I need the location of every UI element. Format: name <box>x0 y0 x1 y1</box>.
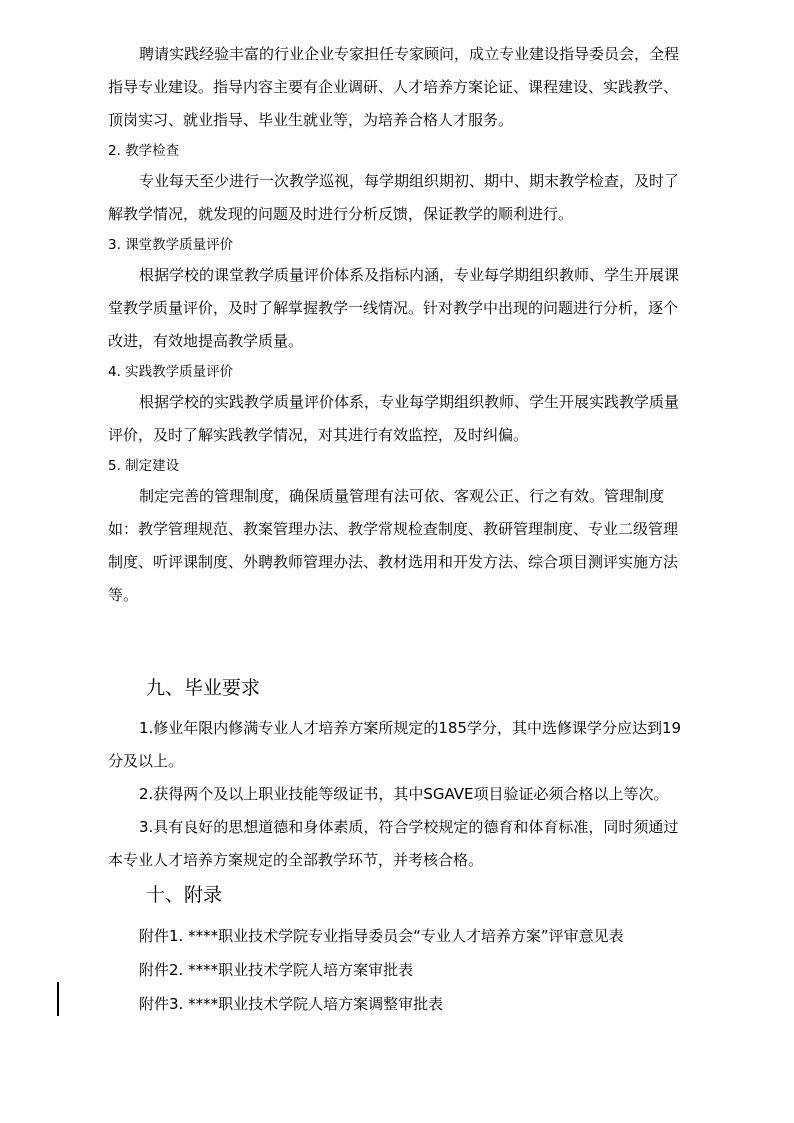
section-title-graduation-requirements: 九、毕业要求 <box>146 677 261 699</box>
content-upper <box>108 38 690 612</box>
paragraph-classroom-quality: 根据学校的课堂教学质量评价体系及指标内涵，专业每学期组织教师、学生开展课堂教学质量评价，及时了解掌握教学一线情况。针对教学中出现的问题进行分析，逐个改进，有效地提高教学质量。 <box>108 266 680 350</box>
subheading-classroom-quality: 3. 课堂教学质量评价 <box>108 237 234 253</box>
subheading-system-construction: 5. 制定建设 <box>108 458 180 474</box>
text-cursor-bar <box>57 982 59 1016</box>
appendix-item-1[interactable]: 附件1. ****职业技术学院专业指导委员会“专业人才培养方案”评审意见表 <box>139 927 624 945</box>
requirement-credits: 1.修业年限内修满专业人才培养方案所规定的185学分，其中选修课学分应达到19分及以上。 <box>108 719 682 770</box>
requirement-moral-physical: 3.具有良好的思想道德和身体素质，符合学校规定的德育和体育标准，同时须通过本专业人才培养方案规定的全部教学环节，并考核合格。 <box>108 818 679 869</box>
appendix-item-2[interactable]: 附件2. ****职业技术学院人培方案审批表 <box>139 961 414 979</box>
paragraph-practice-quality: 根据学校的实践教学质量评价体系，专业每学期组织教师、学生开展实践教学质量评价，及时了解实践教学情况，对其进行有效监控，及时纠偏。 <box>108 393 680 444</box>
appendix-item-3[interactable]: 附件3. ****职业技术学院人培方案调整审批表 <box>139 995 444 1013</box>
paragraph-teaching-inspection: 专业每天至少进行一次教学巡视，每学期组织期初、期中、期末教学检查，及时了解教学情况，就发现的问题及时进行分析反馈，保证教学的顺利进行。 <box>108 172 680 223</box>
requirement-certificates: 2.获得两个及以上职业技能等级证书，其中SGAVE项目验证必须合格以上等次。 <box>139 785 669 803</box>
subheading-teaching-inspection: 2. 教学检查 <box>108 143 180 159</box>
paragraph-expert-committee: 聘请实践经验丰富的行业企业专家担任专家顾问，成立专业建设指导委员会，全程指导专业建设。指导内容主要有企业调研、人才培养方案论证、课程建设、实践教学、顶岗实习、就业指导、毕业生就业等，为培养合格人才服务。 <box>108 45 680 129</box>
section-title-appendix: 十、附录 <box>146 884 223 906</box>
content-lower <box>108 670 690 1021</box>
paragraph-system-construction: 制定完善的管理制度，确保质量管理有法可依、客观公正、行之有效。管理制度如：教学管理规范、教案管理办法、教学常规检查制度、教研管理制度、专业二级管理制度、听评课制度、外聘教师管理办法、教材选用和开发方法、综合项目测评实施方法等。 <box>108 487 679 604</box>
subheading-practice-quality: 4. 实践教学质量评价 <box>108 364 234 380</box>
